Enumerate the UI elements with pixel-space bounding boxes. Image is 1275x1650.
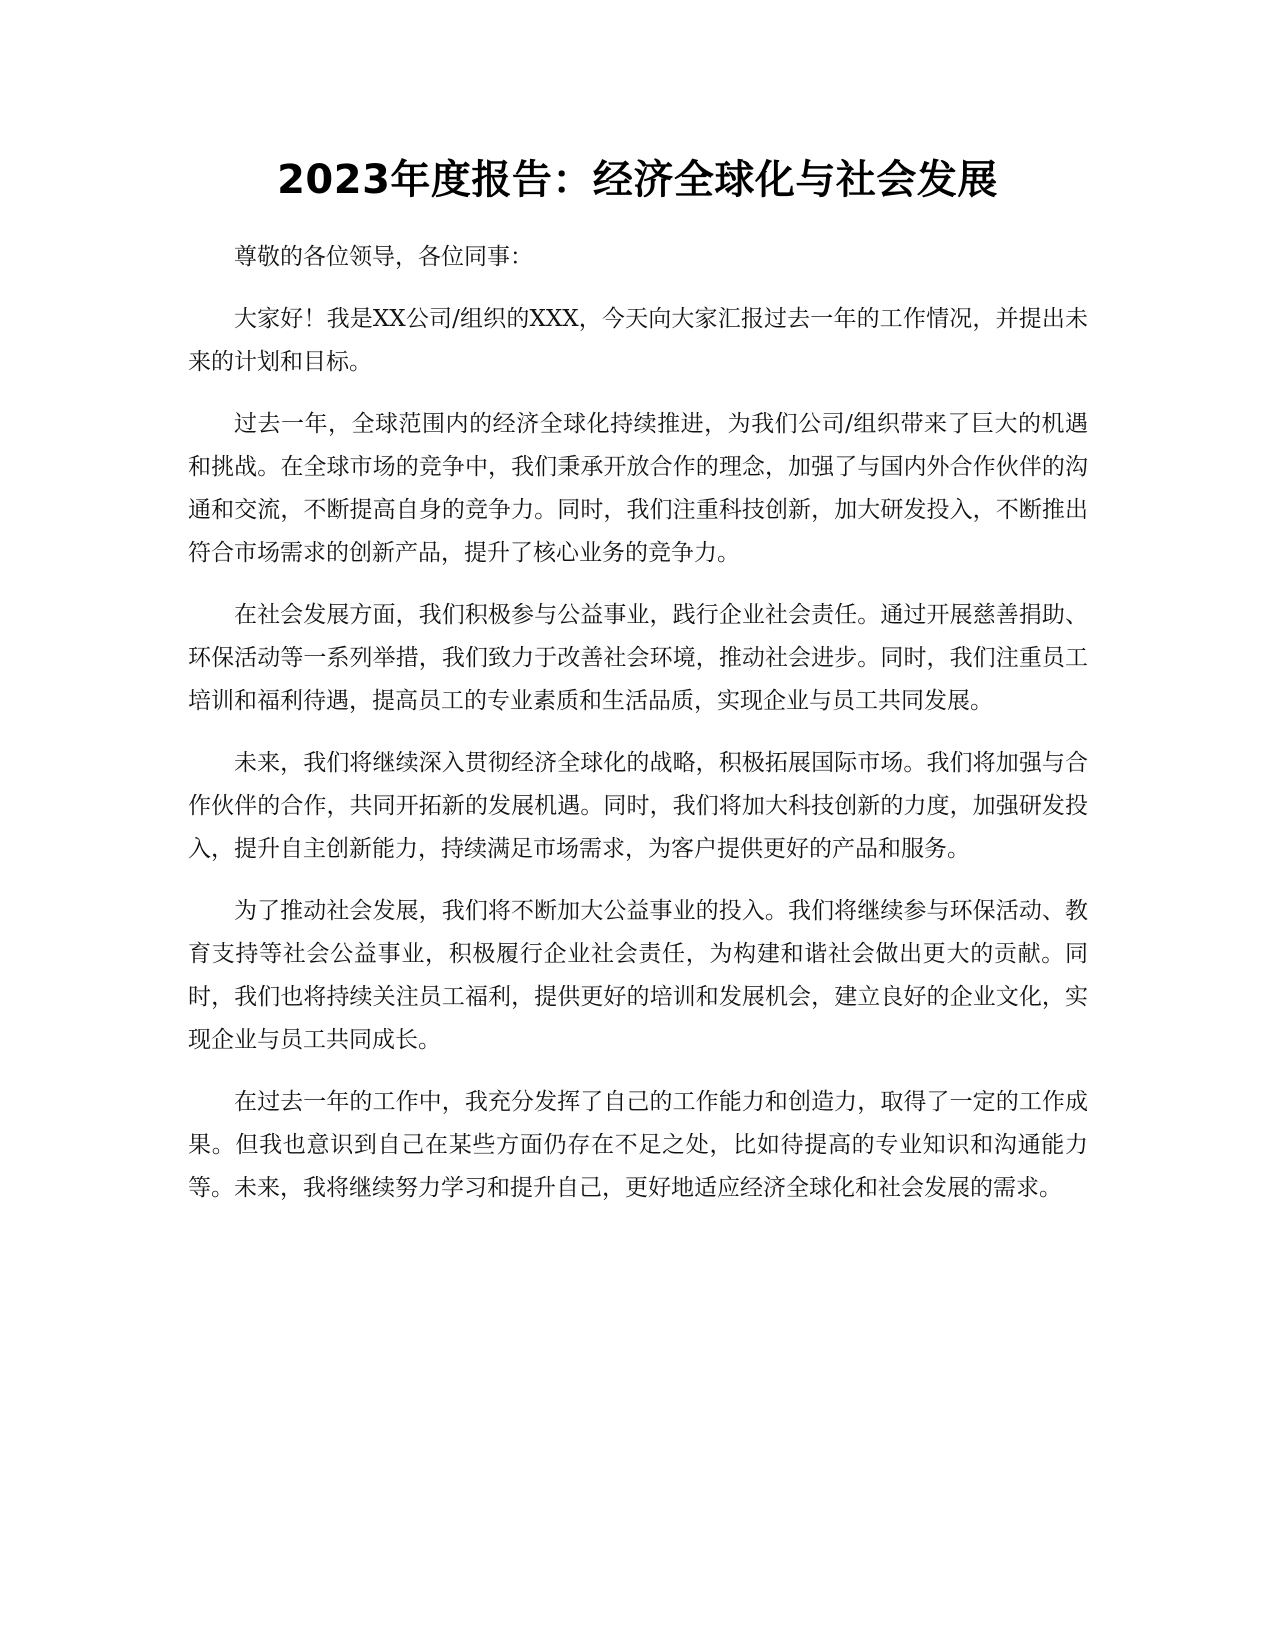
- document-title: 2023年度报告：经济全球化与社会发展: [277, 157, 998, 203]
- document-body: [188, 236, 1088, 1229]
- paragraph: 大家好！我是XX公司/组织的XXX，今天向大家汇报过去一年的工作情况，并提出未来的计划和目标。: [188, 306, 1088, 375]
- salutation: 尊敬的各位领导，各位同事：: [234, 244, 533, 270]
- paragraph: 在过去一年的工作中，我充分发挥了自己的工作能力和创造力，取得了一定的工作成果。但我也意识到自己在某些方面仍存在不足之处，比如待提高的专业知识和沟通能力等。未来，我将继续努力学习和提升自己，更好地适应经济全球化和社会发展的需求。: [188, 1089, 1088, 1201]
- paragraph: 为了推动社会发展，我们将不断加大公益事业的投入。我们将继续参与环保活动、教育支持等社会公益事业，积极履行企业社会责任，为构建和谐社会做出更大的贡献。同时，我们也将持续关注员工福利，提供更好的培训和发展机会，建立良好的企业文化，实现企业与员工共同成长。: [188, 898, 1088, 1053]
- paragraph: 未来，我们将继续深入贯彻经济全球化的战略，积极拓展国际市场。我们将加强与合作伙伴的合作，共同开拓新的发展机遇。同时，我们将加大科技创新的力度，加强研发投入，提升自主创新能力，持续满足市场需求，为客户提供更好的产品和服务。: [188, 750, 1088, 862]
- paragraph: 在社会发展方面，我们积极参与公益事业，践行企业社会责任。通过开展慈善捐助、环保活动等一系列举措，我们致力于改善社会环境，推动社会进步。同时，我们注重员工培训和福利待遇，提高员工的专业素质和生活品质，实现企业与员工共同发展。: [188, 602, 1088, 714]
- paragraph: 过去一年，全球范围内的经济全球化持续推进，为我们公司/组织带来了巨大的机遇和挑战。在全球市场的竞争中，我们秉承开放合作的理念，加强了与国内外合作伙伴的沟通和交流，不断提高自身的竞争力。同时，我们注重科技创新，加大研发投入，不断推出符合市场需求的创新产品，提升了核心业务的竞争力。: [188, 411, 1088, 566]
